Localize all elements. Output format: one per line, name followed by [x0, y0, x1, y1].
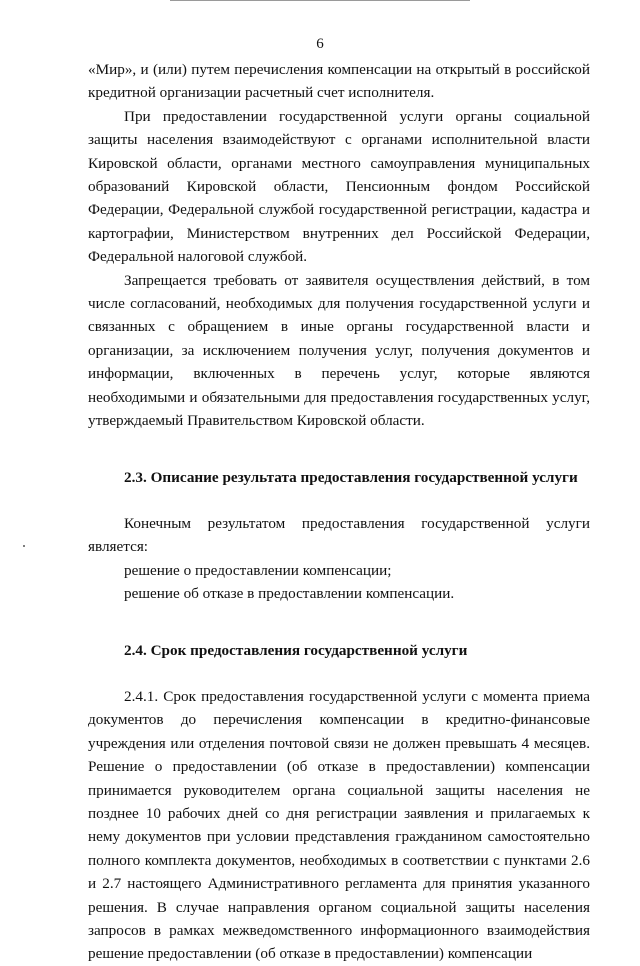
section-2-3-intro: Конечным результатом предоставления государственной услуги является:	[88, 514, 590, 556]
page-number: 6	[316, 36, 324, 52]
paragraph-interaction: При предоставлении государственной услуги органы социальной защиты населения взаимодействуют с органами исполнительной власти Кировской области, органами местного самоуправления муниципальных образований Кировской области, Пенсионным фондом Российской Федерации, Федеральной службой государственной регистрации, кадастра и картографии, Министерством внутренних дел Российской Федерации, Федеральной налоговой службой.	[88, 107, 590, 266]
document-body	[88, 58, 590, 966]
paragraph-continuation: «Мир», и (или) путем перечисления компенсации на открытый в российской кредитной организации расчетный счет исполнителя.	[88, 61, 590, 102]
margin-mark	[23, 545, 25, 547]
spacer	[88, 489, 590, 512]
spacer	[88, 606, 590, 639]
spacer	[88, 433, 590, 466]
spacer	[88, 662, 590, 685]
list-item: решение об отказе в предоставлении компенсации.	[124, 585, 455, 603]
paragraph-prohibition: Запрещается требовать от заявителя осуществления действий, в том числе согласований, необходимых для получения государственной услуги и связанных с обращением в иные органы государственной власти и организации, за исключением получения услуг, получения документов и информации, включенных в перечень услуг, которые являются необходимыми и обязательными для предоставления государственных услуг, утверждаемый Правительством Кировской области.	[88, 271, 590, 430]
list-item: решение о предоставлении компенсации;	[124, 561, 392, 579]
section-2-4-heading: 2.4. Срок предоставления государственной услуги	[124, 641, 468, 659]
section-2-3-heading: 2.3. Описание результата предоставления государственной услуги	[124, 468, 578, 486]
top-scan-rule	[170, 0, 470, 1]
section-2-4-paragraph: 2.4.1. Срок предоставления государственной услуги с момента приема документов до перечисления компенсации в кредитно-финансовые учреждения или отделения почтовой связи не должен превышать 4 месяцев. Решение о предоставлении (об отказе в предоставлении) компенсации принимается руководителем органа социальной защиты населения не позднее 10 рабочих дней со дня регистрации заявления и прилагаемых к нему документов при условии представления гражданином самостоятельно полного комплекта документов, необходимых в соответствии с пунктами 2.6 и 2.7 настоящего Административного регламента для принятия указанного решения. В случае направления органом социальной защиты населения запросов в рамках межведомственного информационного взаимодействия решение предоставлении (об отказе в предоставлении) компенсации	[88, 687, 590, 963]
